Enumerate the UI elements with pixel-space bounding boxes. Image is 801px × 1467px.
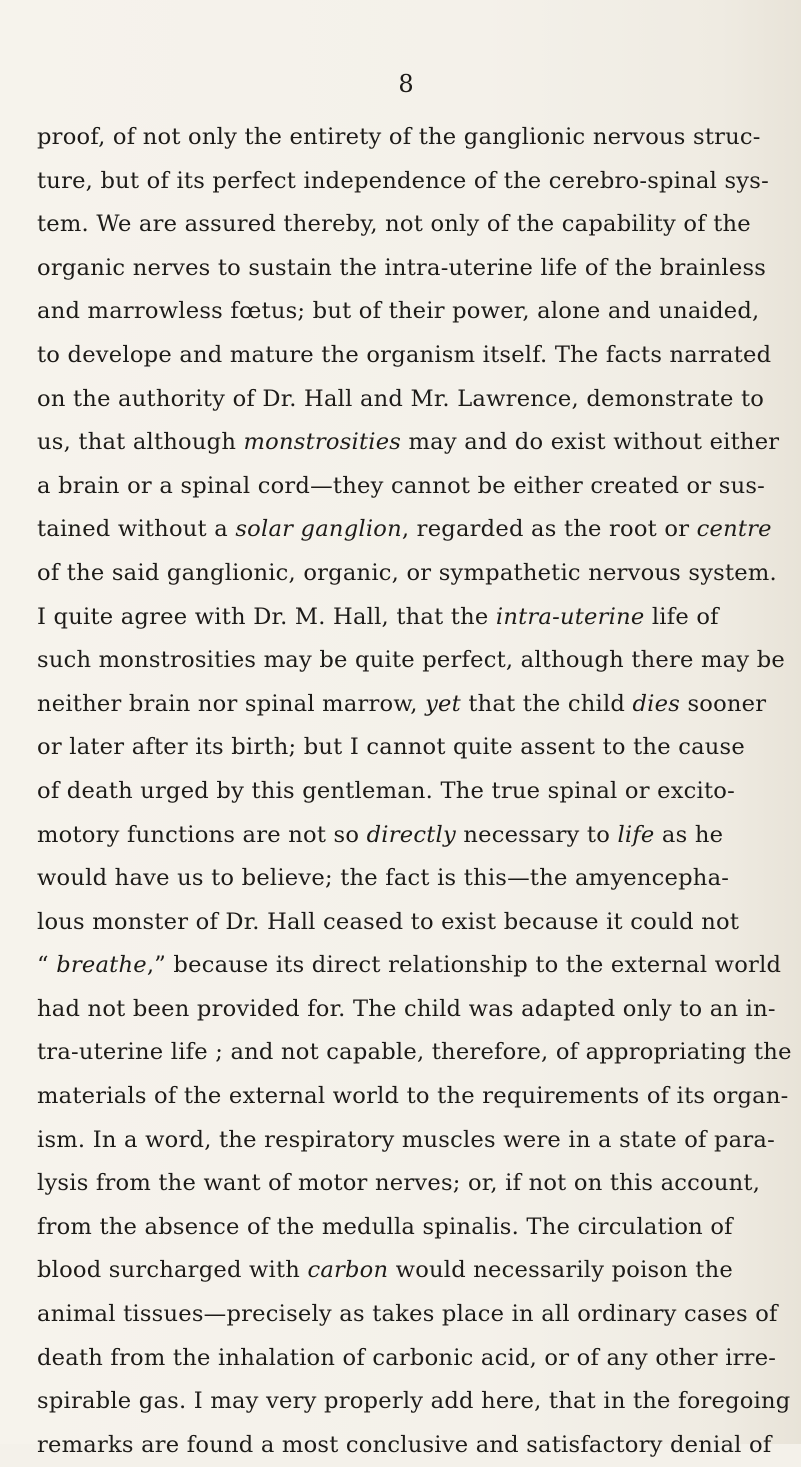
text-segment: animal tissues—precisely as takes place in all ordinary cases of bbox=[37, 1301, 778, 1328]
text-line bbox=[37, 1380, 797, 1424]
text-segment: of the said ganglionic, organic, or sympathetic nervous system. bbox=[37, 559, 777, 586]
italic-text: dies bbox=[632, 690, 681, 717]
italic-text: centre bbox=[696, 516, 772, 543]
text-segment: I quite agree with Dr. M. Hall, that the bbox=[37, 603, 496, 630]
text-segment: as he bbox=[654, 821, 724, 848]
text-line bbox=[37, 465, 797, 509]
text-line bbox=[37, 901, 797, 945]
text-segment: such monstrosities may be quite perfect, although there may be bbox=[37, 647, 786, 674]
text-segment: lysis from the want of motor nerves; or, if not on this account, bbox=[37, 1170, 761, 1197]
page-number: 8 bbox=[398, 70, 414, 98]
text-segment: from the absence of the medulla spinalis. The circulation of bbox=[37, 1213, 733, 1240]
text-segment: life of bbox=[644, 603, 719, 630]
text-segment: spirable gas. I may very properly add here, that in the foregoing bbox=[37, 1388, 791, 1415]
text-line bbox=[37, 1206, 797, 1250]
text-segment: proof, of not only the entirety of the ganglionic nervous struc- bbox=[37, 124, 761, 150]
italic-text: intra-uterine bbox=[495, 603, 645, 630]
text-segment: ,” because its direct relationship to the external world bbox=[146, 952, 782, 979]
text-segment: tra-uterine life ; and not capable, therefore, of appropriating the bbox=[37, 1039, 792, 1066]
text-segment: tained without a bbox=[37, 516, 236, 543]
text-segment: ture, but of its perfect independence of the cerebro-spinal sys- bbox=[37, 167, 769, 194]
text-line bbox=[37, 857, 797, 901]
text-line bbox=[37, 988, 797, 1032]
text-segment: a brain or a spinal cord—they cannot be either created or sus- bbox=[37, 472, 766, 499]
text-line bbox=[37, 247, 797, 291]
text-line bbox=[37, 639, 797, 683]
text-segment: may and do exist without either bbox=[401, 429, 780, 456]
text-segment: materials of the external world to the requirements of its organ- bbox=[37, 1083, 789, 1110]
text-segment: motory functions are not so bbox=[37, 821, 367, 848]
text-line bbox=[37, 508, 797, 552]
text-segment: “ bbox=[37, 952, 57, 979]
body-text bbox=[37, 116, 797, 1467]
text-line bbox=[37, 726, 797, 770]
text-segment: would have us to believe; the fact is this—the amyencepha- bbox=[37, 865, 730, 892]
text-line bbox=[37, 378, 797, 422]
text-segment: remarks are found a most conclusive and satisfactory denial of bbox=[37, 1431, 772, 1458]
text-line bbox=[37, 116, 797, 160]
text-segment: or later after its birth; but I cannot quite assent to the cause bbox=[37, 734, 745, 761]
italic-text: life bbox=[617, 821, 655, 848]
text-segment: necessary to bbox=[455, 821, 618, 848]
text-segment: us, that although bbox=[37, 429, 244, 456]
text-line bbox=[37, 203, 797, 247]
text-segment: of death urged by this gentleman. The true spinal or excito- bbox=[37, 777, 735, 804]
text-segment: on the authority of Dr. Hall and Mr. Lawrence, demonstrate to bbox=[37, 385, 765, 412]
italic-text: directly bbox=[366, 821, 456, 848]
text-segment: sooner bbox=[680, 690, 767, 717]
italic-text: carbon bbox=[307, 1257, 389, 1284]
text-line bbox=[37, 290, 797, 334]
text-line bbox=[37, 1424, 797, 1467]
text-segment: , regarded as the root or bbox=[401, 516, 697, 543]
text-line bbox=[37, 552, 797, 596]
text-segment: tem. We are assured thereby, not only of the capability of the bbox=[37, 211, 751, 238]
italic-text: yet bbox=[425, 690, 461, 717]
text-line bbox=[37, 160, 797, 204]
text-line bbox=[37, 944, 797, 988]
text-line bbox=[37, 334, 797, 378]
text-segment: lous monster of Dr. Hall ceased to exist because it could not bbox=[37, 908, 740, 935]
text-line bbox=[37, 770, 797, 814]
text-segment: neither brain nor spinal marrow, bbox=[37, 690, 426, 717]
italic-text: breathe bbox=[56, 952, 147, 979]
text-segment: organic nerves to sustain the intra-uterine life of the brainless bbox=[37, 254, 767, 281]
text-segment: and marrowless fœtus; but of their power, alone and unaided, bbox=[37, 298, 760, 325]
text-line bbox=[37, 1162, 797, 1206]
text-line bbox=[37, 1031, 797, 1075]
text-line bbox=[37, 1249, 797, 1293]
text-line bbox=[37, 1293, 797, 1337]
text-line bbox=[37, 1075, 797, 1119]
text-segment: death from the inhalation of carbonic acid, or of any other irre- bbox=[37, 1344, 777, 1371]
text-line bbox=[37, 1337, 797, 1381]
text-line bbox=[37, 596, 797, 640]
text-segment: blood surcharged with bbox=[37, 1257, 308, 1284]
text-line bbox=[37, 814, 797, 858]
text-segment: ism. In a word, the respiratory muscles were in a state of para- bbox=[37, 1126, 775, 1153]
text-line bbox=[37, 683, 797, 727]
italic-text: solar ganglion bbox=[235, 516, 402, 543]
text-line bbox=[37, 421, 797, 465]
text-line bbox=[37, 1119, 797, 1163]
text-segment: that the child bbox=[460, 690, 633, 717]
text-segment: would necessarily poison the bbox=[388, 1257, 733, 1284]
text-segment: had not been provided for. The child was adapted only to an in- bbox=[37, 995, 776, 1022]
italic-text: monstrosities bbox=[243, 429, 402, 456]
text-segment: to develope and mature the organism itself. The facts narrated bbox=[37, 341, 772, 368]
